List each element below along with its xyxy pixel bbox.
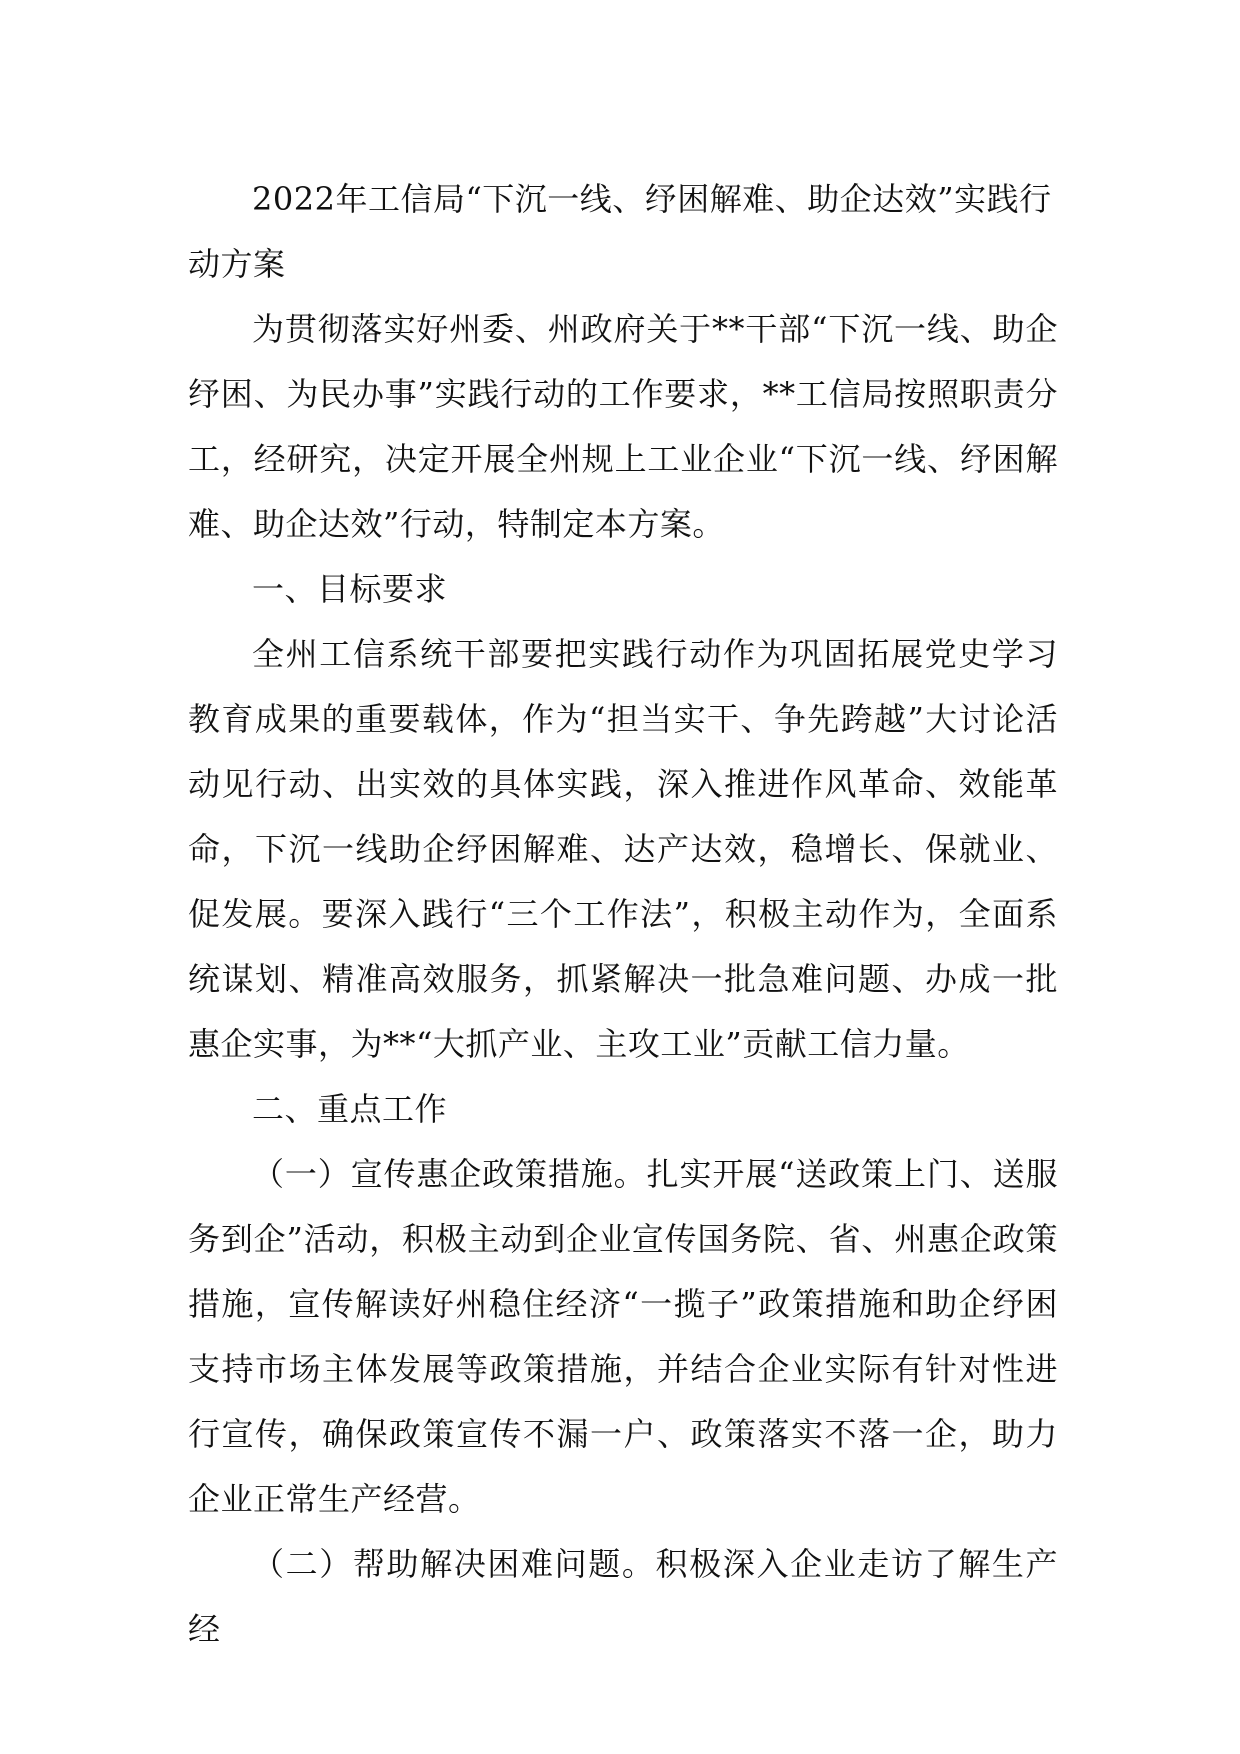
paragraph-item-1: （一）宣传惠企政策措施。扎实开展“送政策上门、送服务到企”活动，积极主动到企业宣传国务院、省、州惠企政策措施，宣传解读好州稳住经济“一揽子”政策措施和助企纾困支持市场主体发展等政策措施，并结合企业实际有针对性进行宣传，确保政策宣传不漏一户、政策落实不落一企，助力企业正常生产经营。 xyxy=(188,1155,1058,1518)
document-body xyxy=(188,167,1058,1662)
section-heading-goals: 一、目标要求 xyxy=(252,570,448,608)
paragraph-intro: 为贯彻落实好州委、州政府关于**干部“下沉一线、助企纾困、为民办事”实践行动的工作要求，**工信局按照职责分工，经研究，决定开展全州规上工业企业“下沉一线、纾困解难、助企达效”行动，特制定本方案。 xyxy=(188,310,1058,543)
paragraph-goals: 全州工信系统干部要把实践行动作为巩固拓展党史学习教育成果的重要载体，作为“担当实干、争先跨越”大讨论活动见行动、出实效的具体实践，深入推进作风革命、效能革命，下沉一线助企纾困解难、达产达效，稳增长、保就业、促发展。要深入践行“三个工作法”，积极主动作为，全面系统谋划、精准高效服务，抓紧解决一批急难问题、办成一批惠企实事，为**“大抓产业、主攻工业”贡献工信力量。 xyxy=(188,635,1058,1063)
paragraph-item-2: （二）帮助解决困难问题。积极深入企业走访了解生产经 xyxy=(188,1545,1058,1648)
section-heading-key-work: 二、重点工作 xyxy=(252,1090,448,1128)
document-title: 2022年工信局“下沉一线、纾困解难、助企达效”实践行动方案 xyxy=(188,180,1052,283)
